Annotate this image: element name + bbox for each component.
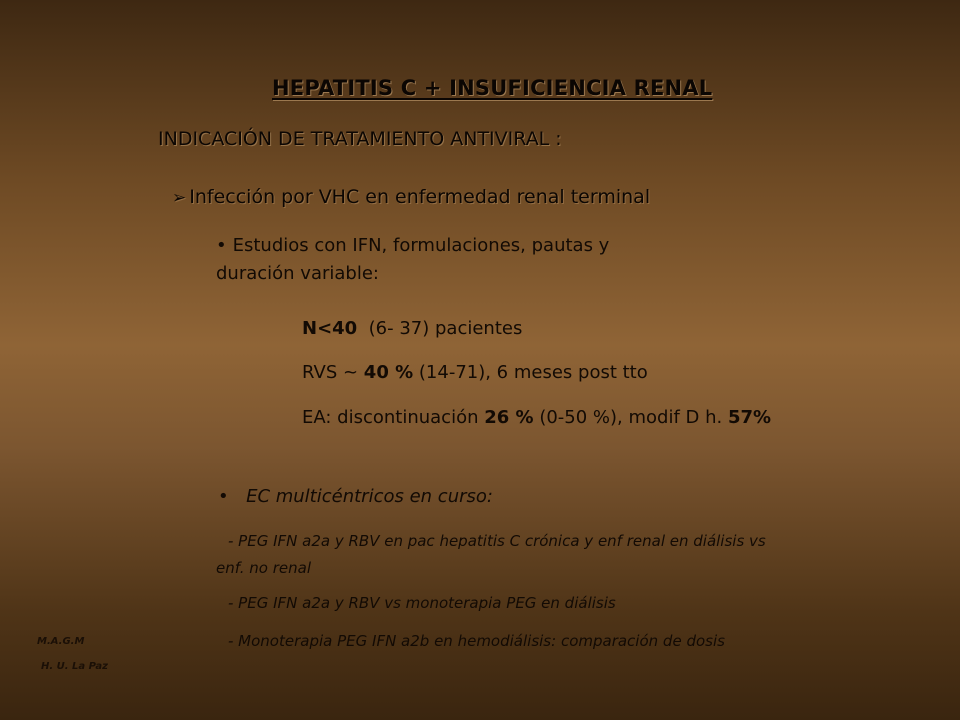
trial-item-3: - Monoterapia PEG IFN a2b en hemodiálisis: comparación de dosis <box>228 632 725 650</box>
footer-author: M.A.G.M <box>37 636 85 647</box>
trial-item-1-line-1: - PEG IFN a2a y RBV en pac hepatitis C crónica y enf renal en diálisis vs <box>228 532 766 550</box>
stat-ea-middle: (0-50 %), modif D h. <box>539 407 728 428</box>
arrow-bullet-icon: ➢ <box>172 188 187 208</box>
trial-item-1-line-2: enf. no renal <box>216 559 312 577</box>
stat-n-detail: (6- 37) pacientes <box>368 318 523 339</box>
trial-item-2: - PEG IFN a2a y RBV vs monoterapia PEG en diálisis <box>228 594 616 612</box>
stat-ea-value-2: 57% <box>727 407 772 428</box>
studies-line-2: duración variable: <box>216 263 379 284</box>
stat-ea-prefix: EA: discontinuación <box>302 407 485 428</box>
bullet-dot-icon: • <box>218 486 229 507</box>
level1-text: Infección por VHC en enfermedad renal terminal <box>189 186 651 208</box>
stat-ea <box>302 407 771 428</box>
stat-rvs <box>302 362 648 383</box>
studies-bullet <box>216 232 609 288</box>
trial-item-1 <box>216 528 766 582</box>
trials-heading: EC multicéntricos en curso: <box>246 486 493 507</box>
slide-subtitle: INDICACIÓN DE TRATAMIENTO ANTIVIRAL : <box>158 128 562 150</box>
stat-rvs-value: 40 % <box>363 362 414 383</box>
stat-rvs-detail: (14-71), 6 meses post tto <box>418 362 648 383</box>
level1-bullet <box>172 186 650 208</box>
stat-rvs-prefix: RVS ~ <box>302 362 364 383</box>
slide-title: HEPATITIS C + INSUFICIENCIA RENAL <box>272 76 713 100</box>
trials-bullet <box>218 486 493 507</box>
stat-n <box>302 318 522 339</box>
studies-line-1-text: Estudios con IFN, formulaciones, pautas y <box>232 235 610 256</box>
stat-n-label: N<40 <box>302 318 358 339</box>
bullet-dot-icon: • <box>216 235 227 256</box>
footer-institution: H. U. La Paz <box>41 661 108 672</box>
studies-line-1 <box>216 232 609 260</box>
stat-ea-value-1: 26 % <box>484 407 534 428</box>
